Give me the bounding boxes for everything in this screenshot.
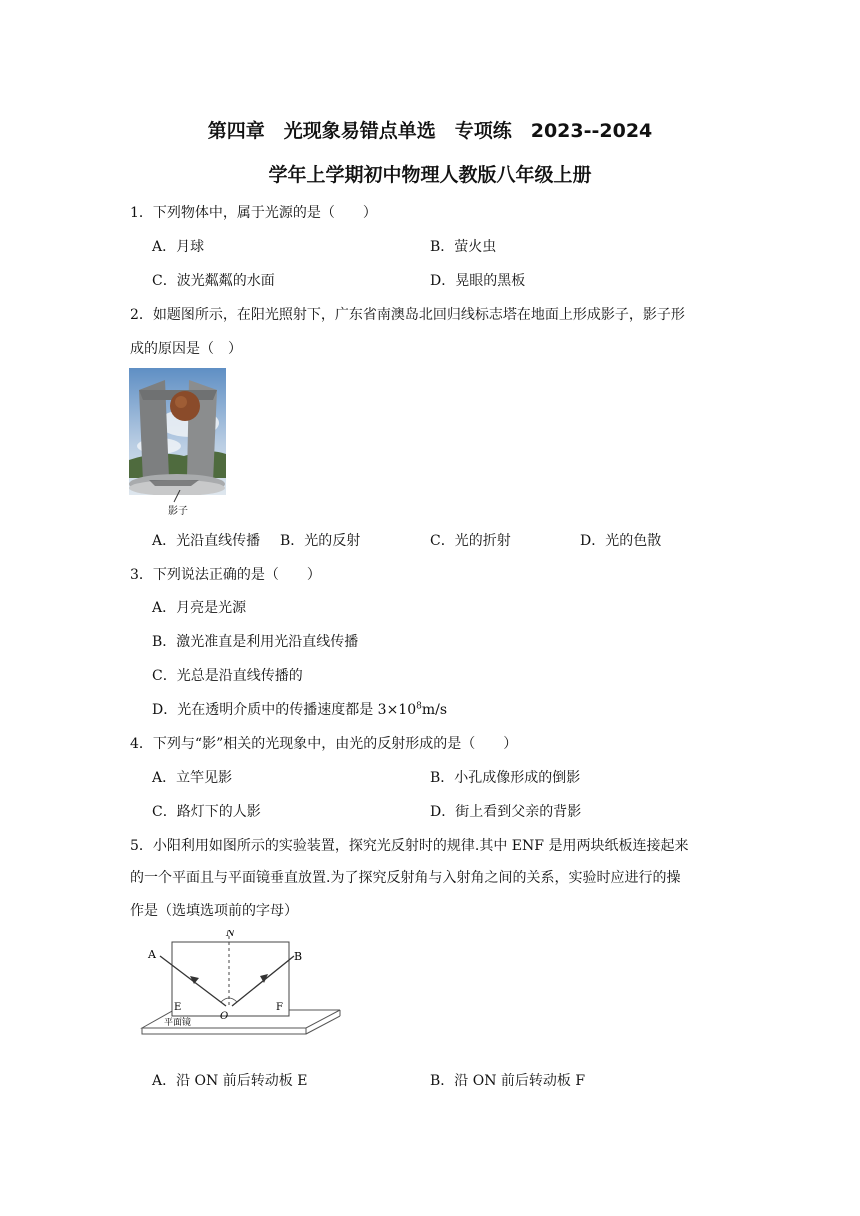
mirror-label: 平面镜 <box>164 1018 192 1028</box>
tower-photo <box>129 368 226 495</box>
q2-option-c: C．光的折射 <box>430 533 511 549</box>
q5-option-a: A．沿 ON 前后转动板 E <box>152 1073 308 1089</box>
title-line-2: 学年上学期初中物理人教版八年级上册 <box>268 164 592 186</box>
shadow-caption: 影子 <box>168 506 188 517</box>
label-n: N <box>226 930 235 939</box>
q5-stem-line-3: 作是（选填选项前的字母） <box>130 903 298 919</box>
q3-option-b: B．激光准直是利用光沿直线传播 <box>152 634 359 650</box>
q3-stem: 3．下列说法正确的是（ ） <box>130 567 321 583</box>
label-o: O <box>220 1011 229 1022</box>
q3-option-d <box>152 699 447 719</box>
q3-option-d-text: D．光在透明介质中的传播速度都是 3×10 <box>152 702 417 718</box>
label-b: B <box>294 950 303 963</box>
q4-stem: 4．下列与“影”相关的光现象中，由光的反射形成的是（ ） <box>130 736 518 752</box>
q2-stem-line-2: 成的原因是（ ） <box>130 341 242 357</box>
q3-option-c: C．光总是沿直线传播的 <box>152 668 303 684</box>
label-e: E <box>174 1002 182 1013</box>
q4-option-b: B．小孔成像形成的倒影 <box>430 770 581 786</box>
q1-option-c: C．波光粼粼的水面 <box>152 273 275 289</box>
q4-option-a: A．立竿见影 <box>152 770 233 786</box>
q1-stem: 1．下列物体中，属于光源的是（ ） <box>130 205 377 221</box>
q3-option-a: A．月亮是光源 <box>152 600 247 616</box>
label-f: F <box>276 1002 283 1013</box>
q3-option-d-exponent: 8 <box>416 701 422 712</box>
q2-stem-line-1: 2．如题图所示，在阳光照射下，广东省南澳岛北回归线标志塔在地面上形成影子，影子形 <box>130 307 685 323</box>
q2-option-a: A．光沿直线传播 <box>152 533 261 549</box>
title-line-1: 第四章 光现象易错点单选 专项练 2023--2024 <box>207 120 653 142</box>
q3-option-d-unit: m/s <box>421 702 448 718</box>
q4-option-d: D．街上看到父亲的背影 <box>430 804 582 820</box>
q2-option-d: D．光的色散 <box>580 533 662 549</box>
label-a: A <box>148 948 156 961</box>
q1-option-a: A．月球 <box>152 239 205 255</box>
q5-stem-line-2: 的一个平面且与平面镜垂直放置.为了探究反射角与入射角之间的关系，实验时应进行的操 <box>130 870 681 886</box>
q5-stem-line-1: 5．小阳利用如图所示的实验装置，探究光反射时的规律.其中 ENF 是用两块纸板连接起来 <box>130 838 689 854</box>
q4-option-c: C．路灯下的人影 <box>152 804 261 820</box>
reflection-apparatus-diagram <box>134 930 344 1045</box>
q2-option-b: B．光的反射 <box>280 533 361 549</box>
q1-option-b: B．萤火虫 <box>430 239 497 255</box>
q5-option-b: B．沿 ON 前后转动板 F <box>430 1073 586 1089</box>
q1-option-d: D．晃眼的黑板 <box>430 273 526 289</box>
